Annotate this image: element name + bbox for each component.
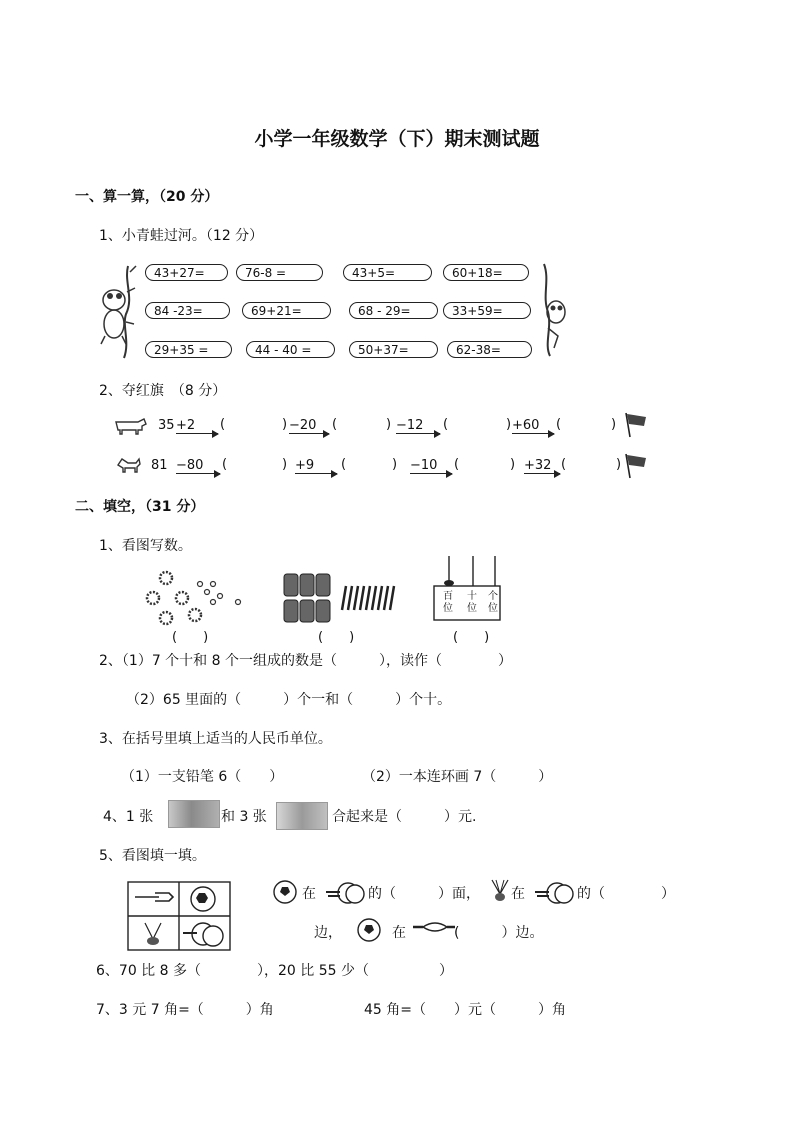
- answer-blank-close[interactable]: ): [392, 457, 398, 472]
- answer-blank-close[interactable]: ): [611, 417, 617, 432]
- q2-2-line2: （2）65 里面的（ ）个一和（ ）个十。: [126, 692, 452, 708]
- position-grid-picture: [127, 881, 231, 951]
- answer-blank-close[interactable]: ): [506, 417, 512, 432]
- q2-4-part3: 合起来是（ ）元.: [332, 809, 477, 825]
- shuttlecock-icon: [488, 878, 510, 902]
- q2-5-text: 的（ ）: [577, 886, 675, 902]
- q2-4-part1: 4、1 张: [103, 809, 154, 825]
- q2-5-text: 在: [302, 886, 316, 902]
- equation-pill[interactable]: 68 - 29=: [349, 302, 438, 319]
- q1-2-label: 2、夺红旗 （8 分）: [99, 383, 227, 399]
- equation-pill[interactable]: 69+21=: [242, 302, 331, 319]
- answer-blank-open[interactable]: (: [561, 457, 567, 472]
- answer-blank-close[interactable]: ): [510, 457, 516, 472]
- section-2-heading: 二、填空，（31 分）: [75, 499, 205, 515]
- answer-blank-close[interactable]: ): [386, 417, 392, 432]
- operation-arrow: −10: [410, 460, 452, 474]
- q2-6: 6、70 比 8 多（ ），20 比 55 少（ ）: [96, 963, 453, 979]
- answer-blank-open[interactable]: (: [222, 457, 228, 472]
- answer-blank-open[interactable]: (: [454, 457, 460, 472]
- abacus-label-hundreds: 百 位: [443, 591, 453, 614]
- q2-1-label: 1、看图写数。: [99, 538, 192, 554]
- operation-arrow: +60: [512, 420, 554, 434]
- ping-pong-paddles-icon: [531, 880, 575, 906]
- answer-blank[interactable]: ( ): [453, 630, 490, 645]
- equation-pill[interactable]: 76-8 =: [236, 264, 323, 281]
- soccer-ball-icon: [357, 918, 381, 942]
- answer-blank-open[interactable]: (: [341, 457, 347, 472]
- frog-icon: [100, 262, 142, 360]
- q2-3-a: （1）一支铅笔 6（ ）: [121, 769, 284, 785]
- equation-pill[interactable]: 84 -23=: [145, 302, 230, 319]
- banknote-image: [276, 802, 328, 830]
- q2-7-b: 45 角=（ ）元（ ）角: [364, 1002, 566, 1018]
- jump-rope-icon: [411, 919, 457, 937]
- answer-blank-open[interactable]: (: [332, 417, 338, 432]
- q2-5-label: 5、看图填一填。: [99, 848, 206, 864]
- dog-icon: [115, 455, 141, 475]
- equation-pill[interactable]: 44 - 40 =: [246, 341, 335, 358]
- soccer-ball-icon: [273, 880, 297, 904]
- operation-arrow: −12: [396, 420, 440, 434]
- stick-bundles-picture: [282, 570, 402, 628]
- q2-5-text: ( ）边。: [454, 925, 544, 941]
- q2-5-text: 边，: [314, 925, 342, 941]
- red-flag-icon: [624, 412, 648, 438]
- cow-icon: [112, 416, 148, 436]
- answer-blank-close[interactable]: ): [616, 457, 622, 472]
- equation-pill[interactable]: 29+35 =: [145, 341, 232, 358]
- page-title: 小学一年级数学（下）期末测试题: [254, 128, 540, 150]
- equation-pill[interactable]: 43+27=: [145, 264, 228, 281]
- equation-pill[interactable]: 62-38=: [447, 341, 532, 358]
- answer-blank-close[interactable]: ): [282, 457, 288, 472]
- answer-blank-open[interactable]: (: [220, 417, 226, 432]
- operation-arrow: −80: [176, 460, 220, 474]
- q2-5-text: 在: [511, 886, 525, 902]
- q2-5-text: 的（ ）面，: [368, 886, 480, 902]
- q2-2-line1: 2、（1）7 个十和 8 个一组成的数是（ ），读作（ ）: [99, 653, 512, 669]
- red-flag-icon: [624, 453, 648, 479]
- start-number: 81: [151, 458, 168, 473]
- answer-blank[interactable]: ( ): [172, 630, 209, 645]
- banknote-image: [168, 800, 220, 828]
- equation-pill[interactable]: 60+18=: [443, 264, 529, 281]
- operation-arrow: +9: [295, 460, 337, 474]
- abacus-label-ones: 个 位: [488, 591, 498, 614]
- q2-3-label: 3、在括号里填上适当的人民币单位。: [99, 731, 332, 747]
- operation-arrow: −20: [289, 420, 329, 434]
- q2-7-a: 7、3 元 7 角=（ ）角: [96, 1002, 274, 1018]
- answer-blank-open[interactable]: (: [556, 417, 562, 432]
- abacus: [433, 556, 501, 622]
- operation-arrow: +32: [524, 460, 560, 474]
- equation-pill[interactable]: 43+5=: [343, 264, 432, 281]
- q2-3-b: （2）一本连环画 7（ ）: [362, 769, 553, 785]
- answer-blank-open[interactable]: (: [443, 417, 449, 432]
- q2-4-part2: 和 3 张: [221, 809, 267, 825]
- equation-pill[interactable]: 33+59=: [443, 302, 531, 319]
- ping-pong-paddles-icon: [322, 880, 366, 906]
- circles-picture: [140, 570, 245, 630]
- frog-icon-right: [538, 262, 568, 358]
- abacus-label-tens: 十 位: [467, 591, 477, 614]
- section-1-heading: 一、算一算，（20 分）: [75, 189, 219, 205]
- equation-pill[interactable]: 50+37=: [349, 341, 438, 358]
- operation-arrow: +2: [176, 420, 218, 434]
- answer-blank[interactable]: ( ): [318, 630, 355, 645]
- q1-1-label: 1、小青蛙过河。（12 分）: [99, 228, 264, 244]
- answer-blank-close[interactable]: ): [282, 417, 288, 432]
- q2-5-text: 在: [392, 925, 406, 941]
- start-number: 35: [158, 418, 175, 433]
